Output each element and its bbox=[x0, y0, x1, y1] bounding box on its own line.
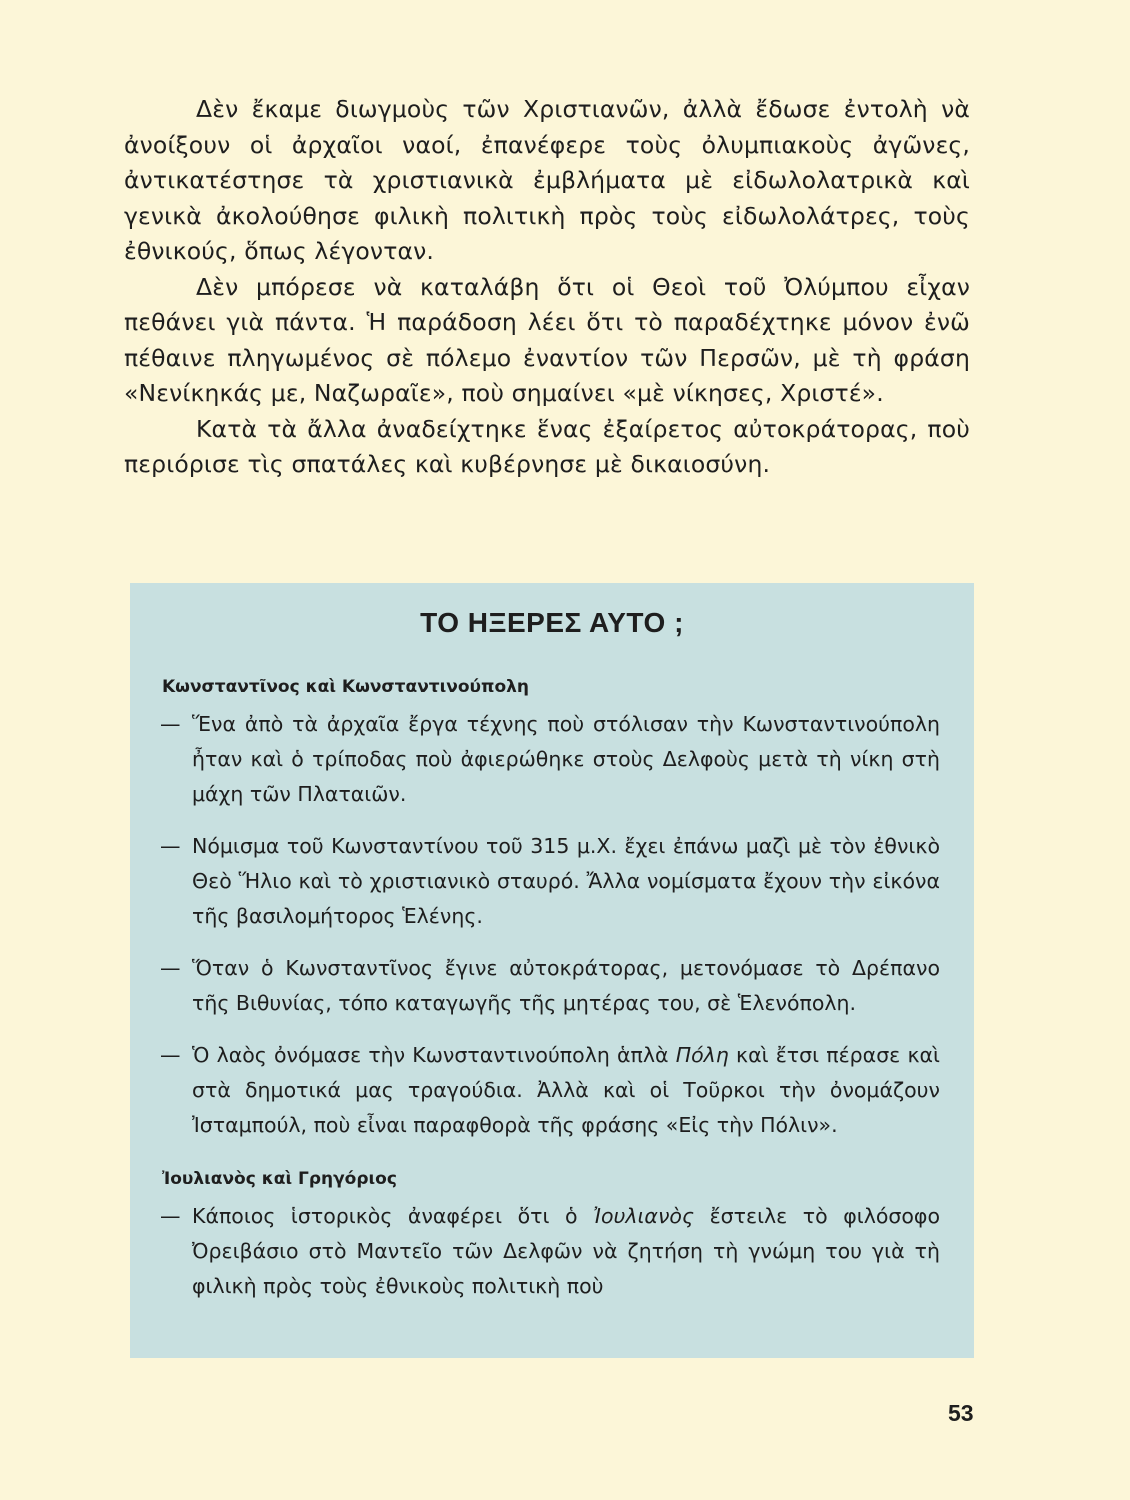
list-item bbox=[160, 1199, 940, 1304]
dash: — bbox=[160, 834, 181, 858]
paragraph-3: Κατὰ τὰ ἄλλα ἀναδείχτηκε ἕνας ἐξαίρετος αὐτοκράτορας, ποὺ περιόρισε τὶς σπατάλες καὶ κυβέρνησε μὲ δικαιοσύνη. bbox=[124, 414, 970, 478]
list-item-text-a: Ὁ λαὸς ὀνόμασε τὴν Κωνσταντινούπολη ἁπλὰ bbox=[192, 1043, 676, 1067]
list-item bbox=[160, 829, 940, 934]
did-you-know-box bbox=[130, 583, 974, 1358]
main-text bbox=[124, 92, 970, 483]
list-item-text: Νόμισμα τοῦ Κωνσταντίνου τοῦ 315 μ.Χ. ἔχει ἐπάνω μαζὶ μὲ τὸν ἐθνικὸ Θεὸ Ἥλιο καὶ τὸ χριστιανικὸ σταυρό. Ἄλλα νομίσματα ἔχουν τὴν εἰκόνα τῆς βασιλομήτορος Ἑλένης. bbox=[192, 834, 940, 928]
list-item bbox=[160, 707, 940, 812]
list-item-text-b: ἔστειλε τὸ φιλόσοφο Ὀρειβάσιο στὸ Μαντεῖο τῶν Δελφῶν νὰ ζητήση τὴ γνώμη του γιὰ τὴ φιλικὴ πρὸς τοὺς ἐθνικοὺς πολιτικὴ ποὺ bbox=[192, 1204, 940, 1298]
list-item bbox=[160, 1038, 940, 1143]
list-item-italic: Πόλη bbox=[675, 1043, 729, 1067]
list-item bbox=[160, 951, 940, 1021]
box-content bbox=[160, 675, 940, 1304]
section-heading-constantine: Κωνσταντῖνος καὶ Κωνσταντινούπολη bbox=[162, 677, 529, 697]
list-item-text-b: καὶ ἔτσι πέρασε καὶ στὰ δημοτικά μας τραγούδια. Ἀλλὰ καὶ οἱ Τοῦρκοι τὴν ὀνομάζουν Ἰσταμπούλ, ποὺ εἶναι παραφθορὰ τῆς φράσης «Εἰς τὴν Πόλιν». bbox=[192, 1043, 940, 1137]
dash: — bbox=[160, 1204, 181, 1228]
dash: — bbox=[160, 956, 181, 980]
list-item-italic: Ἰουλιανὸς bbox=[593, 1204, 694, 1228]
paragraph-1: Δὲν ἔκαμε διωγμοὺς τῶν Χριστιανῶν, ἀλλὰ ἔδωσε ἐντολὴ νὰ ἀνοίξουν οἱ ἀρχαῖοι ναοί, ἐπανέφερε τοὺς ὀλυμπιακοὺς ἀγῶνες, ἀντικατέστησε τὰ χριστιανικὰ ἐμβλήματα μὲ εἰδωλολατρικὰ καὶ γενικὰ ἀκολούθησε φιλικὴ πολιτικὴ πρὸς τοὺς εἰδωλολάτρες, τοὺς ἐθνικούς, ὅπως λέγονταν. bbox=[124, 95, 970, 265]
paragraph-2: Δὲν μπόρεσε νὰ καταλάβη ὅτι οἱ Θεοὶ τοῦ Ὀλύμπου εἶχαν πεθάνει γιὰ πάντα. Ἡ παράδοση λέει ὅτι τὸ παραδέχτηκε μόνον ἐνῶ πέθαινε πληγωμένος σὲ πόλεμο ἐναντίον τῶν Περσῶν, μὲ τὴ φράση «Νενίκηκάς με, Ναζωραῖε», ποὺ σημαίνει «μὲ νίκησες, Χριστέ». bbox=[124, 272, 970, 407]
dash: — bbox=[160, 712, 181, 736]
page-number: 53 bbox=[948, 1400, 974, 1426]
dash: — bbox=[160, 1043, 181, 1067]
section-heading-julian: Ἰουλιανὸς καὶ Γρηγόριος bbox=[162, 1169, 397, 1189]
list-item-text: Ἕνα ἀπὸ τὰ ἀρχαῖα ἔργα τέχνης ποὺ στόλισαν τὴν Κωνσταντινούπολη ἦταν καὶ ὁ τρίποδας ποὺ ἀφιερώθηκε στοὺς Δελφοὺς μετὰ τὴ νίκη στὴ μάχη τῶν Πλαταιῶν. bbox=[192, 712, 940, 806]
box-title: ΤΟ ΗΞΕΡΕΣ ΑΥΤΟ ; bbox=[420, 607, 684, 638]
list-item-text: Ὅταν ὁ Κωνσταντῖνος ἔγινε αὐτοκράτορας, μετονόμασε τὸ Δρέπανο τῆς Βιθυνίας, τόπο καταγωγῆς τῆς μητέρας του, σὲ Ἑλενόπολη. bbox=[192, 956, 940, 1015]
list-item-text-a: Κάποιος ἱστορικὸς ἀναφέρει ὅτι ὁ bbox=[192, 1204, 594, 1228]
